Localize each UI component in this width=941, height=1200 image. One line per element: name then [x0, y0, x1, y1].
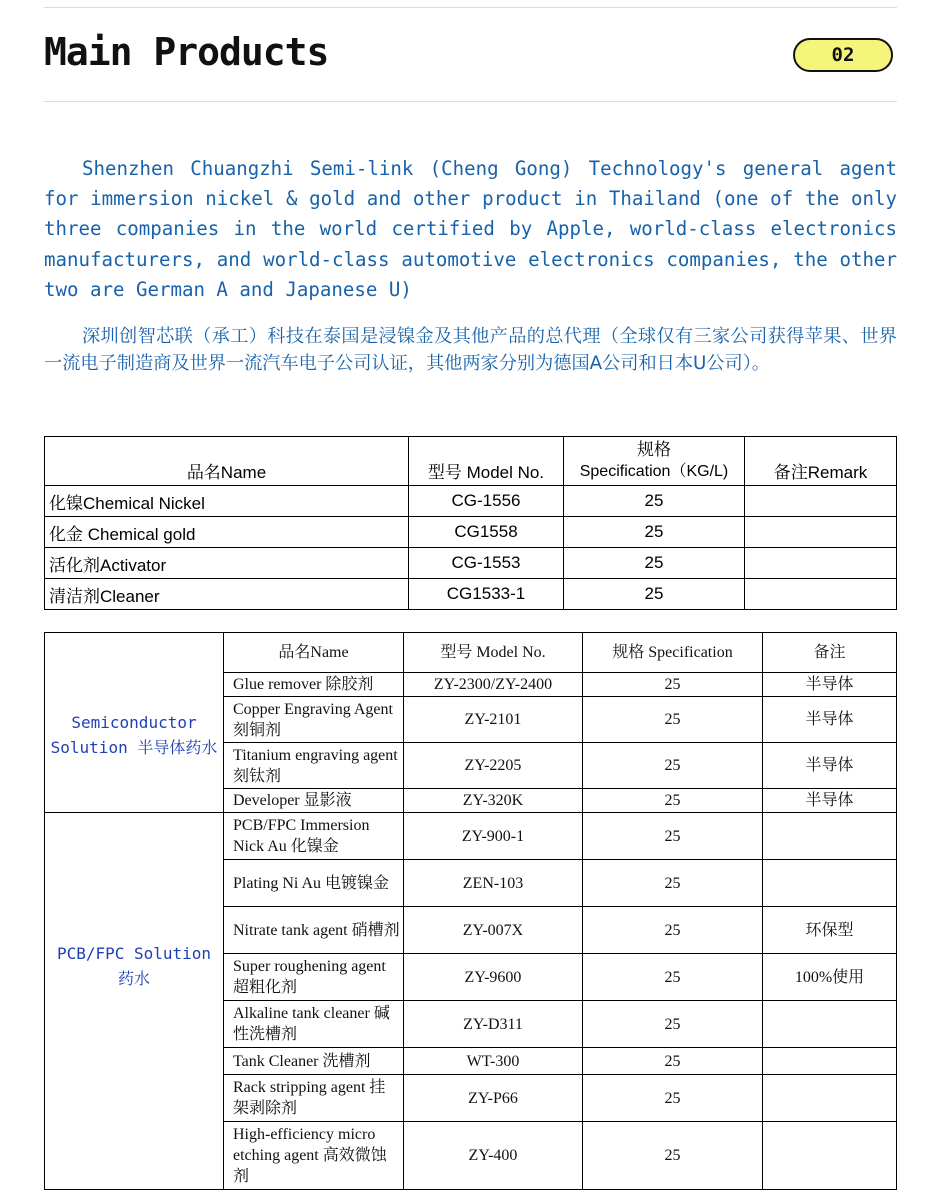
cell-model: ZEN-103	[404, 860, 583, 907]
page-title: Main Products	[44, 30, 329, 74]
header-spec-top: 规格	[637, 440, 671, 459]
cell-model: ZY-2101	[404, 697, 583, 743]
cell-model: CG-1553	[409, 548, 564, 579]
header-name: 品名Name	[45, 437, 409, 486]
cell-spec: 25	[583, 1048, 763, 1075]
cell-model: ZY-2205	[404, 743, 583, 789]
header-model: 型号 Model No.	[409, 437, 564, 486]
header-name: 品名Name	[224, 633, 404, 673]
cell-remark: 半导体	[763, 743, 897, 789]
cell-spec: 25	[583, 743, 763, 789]
cell-spec: 25	[564, 548, 745, 579]
cell-name: 活化剂Activator	[45, 548, 409, 579]
cell-remark: 环保型	[763, 907, 897, 954]
table-row	[45, 579, 897, 610]
cell-remark	[763, 1048, 897, 1075]
intro-english: Shenzhen Chuangzhi Semi-link (Cheng Gong) Technology's general agent for immersion nickel & gold and other product in Thailand (one of the only three companies in the world certified by Apple, world-class electronics manufacturers, and world-class automotive electronics companies, the other two are German A and Japanese U)	[44, 157, 897, 301]
table-header-row	[45, 437, 897, 486]
cell-remark	[745, 548, 897, 579]
cell-name: Alkaline tank cleaner 碱性洗槽剂	[224, 1001, 404, 1048]
product-table-cg	[44, 436, 897, 610]
cell-name: Glue remover 除胶剂	[224, 673, 404, 697]
header-spec-bottom: Specification（KG/L)	[579, 463, 729, 480]
header-divider	[44, 101, 897, 102]
cell-model: ZY-320K	[404, 789, 583, 813]
header-remark: 备注	[763, 633, 897, 673]
cell-name: 清洁剂Cleaner	[45, 579, 409, 610]
group-semiconductor: Semiconductor Solution 半导体药水	[45, 673, 224, 813]
cell-model: ZY-007X	[404, 907, 583, 954]
cell-name: Plating Ni Au 电镀镍金	[224, 860, 404, 907]
cell-name: Copper Engraving Agent 刻铜剂	[224, 697, 404, 743]
cell-model: CG1533-1	[409, 579, 564, 610]
cell-spec: 25	[564, 486, 745, 517]
cell-name: Super roughening agent 超粗化剂	[224, 954, 404, 1001]
cell-remark	[763, 1075, 897, 1122]
header-model: 型号 Model No.	[404, 633, 583, 673]
page-number-badge: 02	[793, 38, 893, 72]
cell-spec: 25	[583, 954, 763, 1001]
cell-model: WT-300	[404, 1048, 583, 1075]
cell-spec: 25	[583, 813, 763, 860]
table-row	[45, 486, 897, 517]
cell-remark	[763, 1001, 897, 1048]
cell-name: PCB/FPC Immersion Nick Au 化镍金	[224, 813, 404, 860]
cell-model: ZY-400	[404, 1122, 583, 1190]
cell-name: Rack stripping agent 挂架剥除剂	[224, 1075, 404, 1122]
cell-model: ZY-D311	[404, 1001, 583, 1048]
product-table-zy	[44, 632, 897, 1190]
cell-model: ZY-9600	[404, 954, 583, 1001]
cell-name: 化镍Chemical Nickel	[45, 486, 409, 517]
cell-spec: 25	[564, 517, 745, 548]
cell-spec: 25	[583, 1122, 763, 1190]
cell-name: Tank Cleaner 洗槽剂	[224, 1048, 404, 1075]
cell-remark: 100%使用	[763, 954, 897, 1001]
cell-model: CG1558	[409, 517, 564, 548]
cell-name: 化金 Chemical gold	[45, 517, 409, 548]
table-row	[45, 548, 897, 579]
cell-model: ZY-2300/ZY-2400	[404, 673, 583, 697]
cell-remark	[745, 517, 897, 548]
top-divider	[44, 7, 897, 8]
header-remark: 备注Remark	[745, 437, 897, 486]
cell-model: CG-1556	[409, 486, 564, 517]
cell-remark: 半导体	[763, 673, 897, 697]
cell-spec: 25	[583, 1075, 763, 1122]
table-row	[45, 673, 897, 697]
cell-remark	[763, 813, 897, 860]
header-spec	[564, 437, 745, 486]
cell-spec: 25	[583, 907, 763, 954]
table-row	[45, 813, 897, 860]
group-pcb-fpc: PCB/FPC Solution 药水	[45, 813, 224, 1190]
cell-spec: 25	[564, 579, 745, 610]
cell-name: Titanium engraving agent 刻钛剂	[224, 743, 404, 789]
cell-spec: 25	[583, 697, 763, 743]
cell-name: High-efficiency micro etching agent 高效微蚀剂	[224, 1122, 404, 1190]
cell-remark	[763, 860, 897, 907]
cell-remark	[763, 1122, 897, 1190]
cell-remark	[745, 486, 897, 517]
cell-name: Developer 显影液	[224, 789, 404, 813]
cell-spec: 25	[583, 860, 763, 907]
cell-name: Nitrate tank agent 硝槽剂	[224, 907, 404, 954]
table-row	[45, 517, 897, 548]
table-header-row	[45, 633, 897, 673]
cell-model: ZY-900-1	[404, 813, 583, 860]
cell-spec: 25	[583, 1001, 763, 1048]
cell-remark	[745, 579, 897, 610]
cell-model: ZY-P66	[404, 1075, 583, 1122]
intro-chinese: 深圳创智芯联（承工）科技在泰国是浸镍金及其他产品的总代理（全球仅有三家公司获得苹果、世界一流电子制造商及世界一流汽车电子公司认证，其他两家分别为德国A公司和日本U公司）。	[44, 326, 897, 374]
cell-remark: 半导体	[763, 697, 897, 743]
group-header-spacer	[45, 633, 224, 673]
cell-spec: 25	[583, 673, 763, 697]
cell-spec: 25	[583, 789, 763, 813]
header-spec: 规格 Specification	[583, 633, 763, 673]
cell-remark: 半导体	[763, 789, 897, 813]
